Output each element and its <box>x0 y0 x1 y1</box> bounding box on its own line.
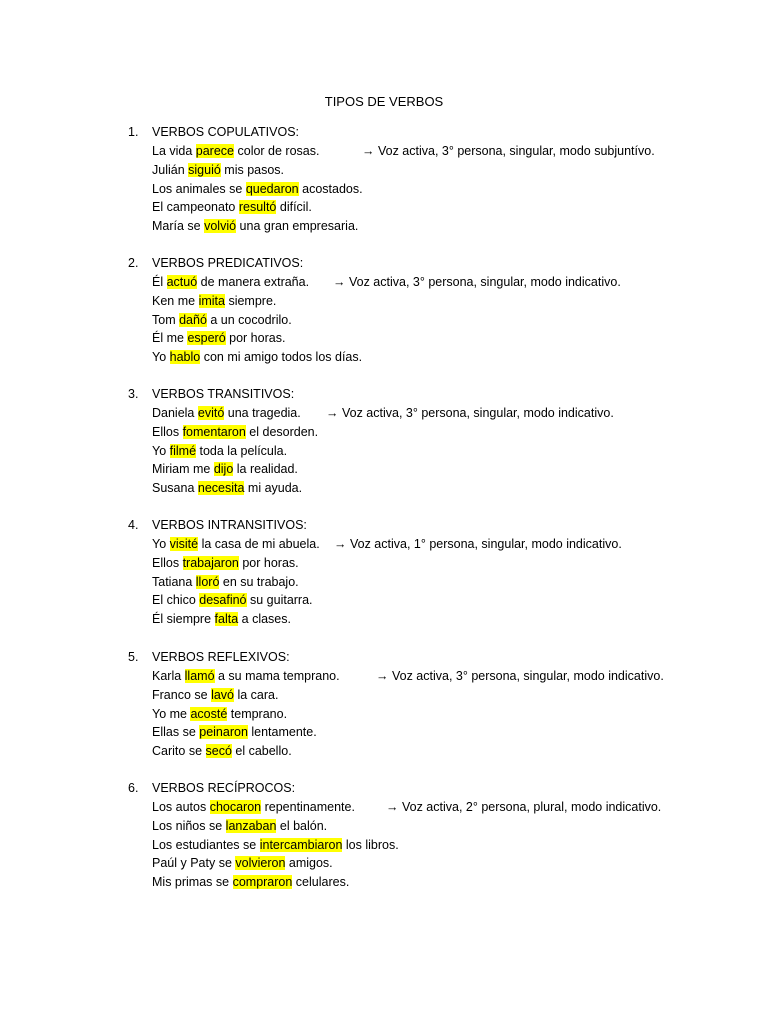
example-sentence <box>152 668 748 687</box>
sentence-text: la cara. <box>234 687 279 702</box>
verb-section <box>128 124 748 237</box>
example-sentence <box>152 799 748 818</box>
sentence-text: mis pasos. <box>220 162 285 177</box>
sentence-text: toda la película. <box>196 443 288 458</box>
highlighted-verb: dijo <box>213 462 234 477</box>
highlighted-verb: hablo <box>169 350 201 365</box>
example-sentence <box>152 611 748 630</box>
sentence-text: la realidad. <box>233 462 298 477</box>
sentence-text: Los niños se <box>152 818 226 833</box>
example-sentence <box>152 312 748 331</box>
grammar-note: → Voz activa, 3° persona, singular, modo indicativo. <box>333 275 621 289</box>
verb-section <box>128 649 748 762</box>
example-sentence <box>152 592 748 611</box>
example-sentence <box>152 424 748 443</box>
sentence-text: celulares. <box>292 875 350 890</box>
example-sentence <box>152 349 748 368</box>
highlighted-verb: dañó <box>179 312 207 327</box>
sentence-text: Julián <box>152 162 189 177</box>
section-heading <box>128 780 748 799</box>
grammar-note: → Voz activa, 2° persona, plural, modo indicativo. <box>386 800 662 814</box>
sentence-text: Yo me <box>152 706 191 721</box>
example-sentence <box>152 480 748 499</box>
sentence-text: Los autos <box>152 800 210 814</box>
verb-section <box>128 780 748 893</box>
sentence-text: Él me <box>152 331 188 346</box>
sentence-text: Ellos <box>152 424 183 439</box>
highlighted-verb: chocaron <box>209 800 262 814</box>
sentence-text: Ellos <box>152 555 183 570</box>
highlighted-verb: lanzaban <box>225 818 277 833</box>
example-sentence <box>152 536 748 555</box>
example-sentence <box>152 855 748 874</box>
sentence-text: Mis primas se <box>152 875 233 890</box>
sentence-text: siempre. <box>224 293 277 308</box>
sentence-text: una tragedia. <box>224 406 301 420</box>
sentence-text: Él <box>152 275 167 289</box>
highlighted-verb: necesita <box>197 481 245 496</box>
highlighted-verb: esperó <box>187 331 226 346</box>
sentence-text: de manera extraña. <box>197 275 310 289</box>
sentence-text: lentamente. <box>247 725 317 740</box>
sentence-text: Susana <box>152 481 198 496</box>
section-heading-text: VERBOS RECÍPROCOS: <box>152 781 296 795</box>
highlighted-verb: compraron <box>232 875 293 890</box>
example-sentence <box>152 405 748 424</box>
sentence-text: mi ayuda. <box>244 481 303 496</box>
sentence-text: acostados. <box>298 181 363 196</box>
section-heading <box>128 649 748 668</box>
highlighted-verb: resultó <box>238 200 277 215</box>
highlighted-verb: intercambiaron <box>259 837 343 852</box>
verb-section <box>128 255 748 368</box>
sentence-text: a un cocodrilo. <box>206 312 292 327</box>
example-sentence <box>152 724 748 743</box>
highlighted-verb: siguió <box>188 162 221 177</box>
highlighted-verb: llamó <box>184 669 215 683</box>
sentence-text: Yo <box>152 537 170 551</box>
section-heading-text: VERBOS TRANSITIVOS: <box>152 387 295 401</box>
example-sentence <box>152 199 748 218</box>
example-sentence <box>152 274 748 293</box>
sentence-text: la casa de mi abuela. <box>198 537 320 551</box>
page-title: TIPOS DE VERBOS <box>324 94 444 109</box>
sentence-text: Karla <box>152 669 185 683</box>
sentence-text: los libros. <box>342 837 399 852</box>
highlighted-verb: visité <box>169 537 199 551</box>
highlighted-verb: trabajaron <box>182 555 239 570</box>
example-sentence <box>152 330 748 349</box>
verb-section <box>128 386 748 499</box>
highlighted-verb: acosté <box>190 706 228 721</box>
grammar-note: → Voz activa, 3° persona, singular, modo indicativo. <box>376 669 664 683</box>
highlighted-verb: lavó <box>211 687 234 702</box>
highlighted-verb: secó <box>205 744 232 759</box>
highlighted-verb: fomentaron <box>182 424 246 439</box>
sentence-text: Tom <box>152 312 180 327</box>
sentence-text: Franco se <box>152 687 212 702</box>
highlighted-verb: quedaron <box>245 181 299 196</box>
sentence-text: Los estudiantes se <box>152 837 260 852</box>
sentence-text: amigos. <box>285 856 333 871</box>
example-sentence <box>152 443 748 462</box>
section-heading-text: VERBOS COPULATIVOS: <box>152 125 300 139</box>
section-heading <box>128 517 748 536</box>
highlighted-verb: falta <box>214 612 239 627</box>
example-sentence <box>152 574 748 593</box>
example-sentence <box>152 143 748 162</box>
example-sentence <box>152 461 748 480</box>
sentence-text: Paúl y Paty se <box>152 856 236 871</box>
section-heading <box>128 124 748 143</box>
section-number: 5. <box>128 650 139 664</box>
section-number: 3. <box>128 387 139 401</box>
section-number: 2. <box>128 256 139 270</box>
sentence-text: Yo <box>152 443 170 458</box>
sentence-text: su guitarra. <box>246 593 313 608</box>
sentence-text: una gran empresaria. <box>236 219 359 234</box>
sentence-text: Ken me <box>152 293 199 308</box>
section-number: 4. <box>128 518 139 532</box>
section-number: 1. <box>128 125 139 139</box>
section-heading <box>128 386 748 405</box>
example-sentence <box>152 837 748 856</box>
sentence-text: Daniela <box>152 406 198 420</box>
sentence-text: Carito se <box>152 744 206 759</box>
highlighted-verb: desafinó <box>199 593 247 608</box>
example-sentence <box>152 743 748 762</box>
sentence-text: el cabello. <box>231 744 292 759</box>
example-sentence <box>152 706 748 725</box>
example-sentence <box>152 162 748 181</box>
grammar-note: → Voz activa, 1° persona, singular, modo indicativo. <box>334 537 622 551</box>
section-number: 6. <box>128 781 139 795</box>
highlighted-verb: volvió <box>204 219 237 234</box>
sentence-text: en su trabajo. <box>219 574 299 589</box>
sentence-text: a clases. <box>238 612 291 627</box>
highlighted-verb: evitó <box>197 406 225 420</box>
sentence-text: Él siempre <box>152 612 215 627</box>
sentence-text: Yo <box>152 350 170 365</box>
sentence-text: color de rosas. <box>234 144 320 158</box>
section-heading-text: VERBOS PREDICATIVOS: <box>152 256 304 270</box>
example-sentence <box>152 687 748 706</box>
section-heading <box>128 255 748 274</box>
highlighted-verb: actuó <box>166 275 198 289</box>
sentence-text: Tatiana <box>152 574 196 589</box>
sentence-text: El campeonato <box>152 200 239 215</box>
highlighted-verb: peinaron <box>199 725 248 740</box>
highlighted-verb: volvieron <box>235 856 286 871</box>
highlighted-verb: imita <box>198 293 225 308</box>
sentence-text: El chico <box>152 593 200 608</box>
section-heading-text: VERBOS INTRANSITIVOS: <box>152 518 307 532</box>
sentence-text: el balón. <box>276 818 328 833</box>
sentence-text: a su mama temprano. <box>214 669 340 683</box>
sentence-text: Los animales se <box>152 181 246 196</box>
example-sentence <box>152 874 748 893</box>
grammar-note: → Voz activa, 3° persona, singular, modo indicativo. <box>326 406 614 420</box>
sentence-text: temprano. <box>227 706 288 721</box>
section-heading-text: VERBOS REFLEXIVOS: <box>152 650 290 664</box>
verb-section <box>128 517 748 630</box>
sentence-text: con mi amigo todos los días. <box>200 350 363 365</box>
sentence-text: por horas. <box>238 555 299 570</box>
sentence-text: repentinamente. <box>261 800 355 814</box>
sentence-text: por horas. <box>225 331 286 346</box>
sentence-text: Miriam me <box>152 462 214 477</box>
example-sentence <box>152 181 748 200</box>
example-sentence <box>152 555 748 574</box>
sentence-text: Ellas se <box>152 725 200 740</box>
sentence-text: difícil. <box>276 200 312 215</box>
sentence-text: María se <box>152 219 205 234</box>
example-sentence <box>152 293 748 312</box>
highlighted-verb: parece <box>195 144 235 158</box>
example-sentence <box>152 818 748 837</box>
grammar-note: → Voz activa, 3° persona, singular, modo subjuntívo. <box>362 144 655 158</box>
sentence-text: el desorden. <box>245 424 319 439</box>
highlighted-verb: filmé <box>169 443 197 458</box>
sentence-text: La vida <box>152 144 196 158</box>
example-sentence <box>152 218 748 237</box>
highlighted-verb: lloró <box>195 574 220 589</box>
